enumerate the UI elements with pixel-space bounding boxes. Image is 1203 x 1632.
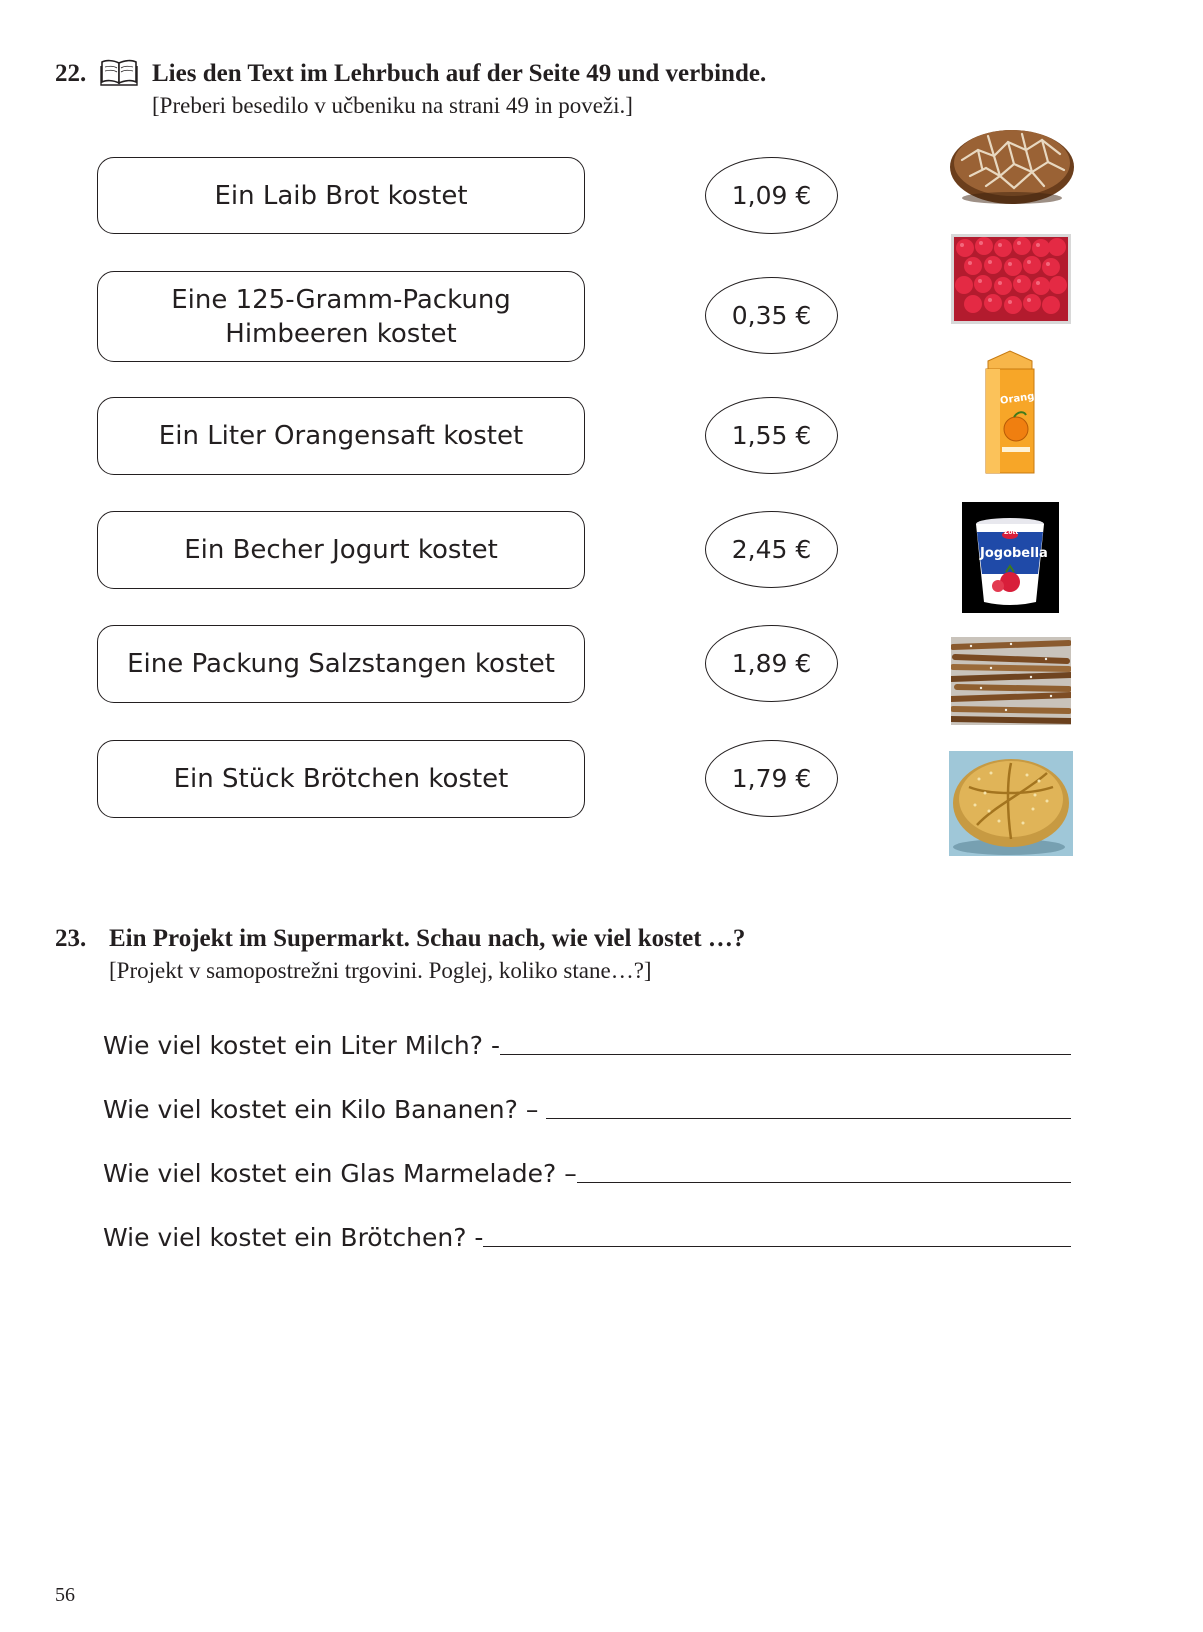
price-oval [705, 740, 838, 817]
price-oval [705, 397, 838, 474]
price-text: 2,45 € [731, 535, 812, 564]
price-text: 1,55 € [731, 421, 812, 450]
raspberries-image [951, 234, 1071, 324]
sentence-text: Ein Stück Brötchen kostet [173, 764, 509, 794]
yogurt-brand: Zott [1004, 529, 1019, 536]
price-oval [705, 277, 838, 354]
price-text: 1,09 € [731, 181, 812, 210]
sentence-text: Eine Packung Salzstangen kostet [127, 649, 555, 679]
carton-label: Orange [999, 390, 1042, 407]
sentence-box-orange-juice [97, 397, 585, 475]
sentence-box-bread [97, 157, 585, 234]
price-oval [705, 625, 838, 702]
price-text: 1,89 € [731, 649, 812, 678]
exercise-22-subtitle: [Preberi besedilo v učbeniku na strani 49 in poveži.] [152, 93, 633, 118]
sentence-text: Ein Becher Jogurt kostet [184, 535, 498, 565]
price-oval [705, 511, 838, 588]
exercise-22-number: 22. [55, 60, 87, 87]
orange-juice-carton-image [980, 349, 1040, 477]
yogurt-cup-image [962, 502, 1059, 613]
exercise-23-number: 23. [55, 925, 87, 952]
answer-blank[interactable] [500, 1053, 1071, 1055]
sentence-text: Ein Laib Brot kostet [214, 180, 468, 211]
question-text: Wie viel kostet ein Liter Milch? - [103, 1031, 500, 1060]
sentence-text: Eine 125-Gramm-Packung Himbeeren kostet [171, 284, 511, 349]
pretzel-sticks-image [951, 637, 1071, 725]
question-text: Wie viel kostet ein Glas Marmelade? – [103, 1159, 577, 1188]
exercise-22-title: Lies den Text im Lehrbuch auf der Seite 49 und verbinde. [152, 60, 767, 87]
question-line [103, 1026, 1071, 1060]
exercise-23-title: Ein Projekt im Supermarkt. Schau nach, wie viel kostet …? [109, 925, 746, 952]
question-line [103, 1218, 1071, 1252]
question-text: Wie viel kostet ein Brötchen? - [103, 1223, 484, 1252]
sentence-text: Ein Liter Orangensaft kostet [158, 421, 524, 451]
sentence-box-raspberries [97, 271, 585, 362]
page-number: 56 [55, 1584, 75, 1606]
price-oval [705, 157, 838, 234]
question-text: Wie viel kostet ein Kilo Bananen? – [103, 1095, 547, 1124]
question-line [103, 1154, 1071, 1188]
question-line [103, 1090, 1071, 1124]
exercise-23-subtitle: [Projekt v samopostrežni trgovini. Poglej, koliko stane…?] [109, 958, 652, 983]
yogurt-label: Jogobella [980, 546, 1048, 561]
answer-blank[interactable] [483, 1245, 1071, 1247]
sentence-box-yogurt [97, 511, 585, 589]
answer-blank[interactable] [546, 1117, 1071, 1119]
price-text: 0,35 € [731, 301, 812, 330]
open-book-icon [100, 58, 138, 86]
sentence-box-pretzel-sticks [97, 625, 585, 703]
bread-loaf-image [948, 120, 1076, 206]
answer-blank[interactable] [577, 1181, 1071, 1183]
price-text: 1,79 € [731, 764, 812, 793]
bread-roll-image [949, 751, 1073, 856]
sentence-box-bread-roll [97, 740, 585, 818]
